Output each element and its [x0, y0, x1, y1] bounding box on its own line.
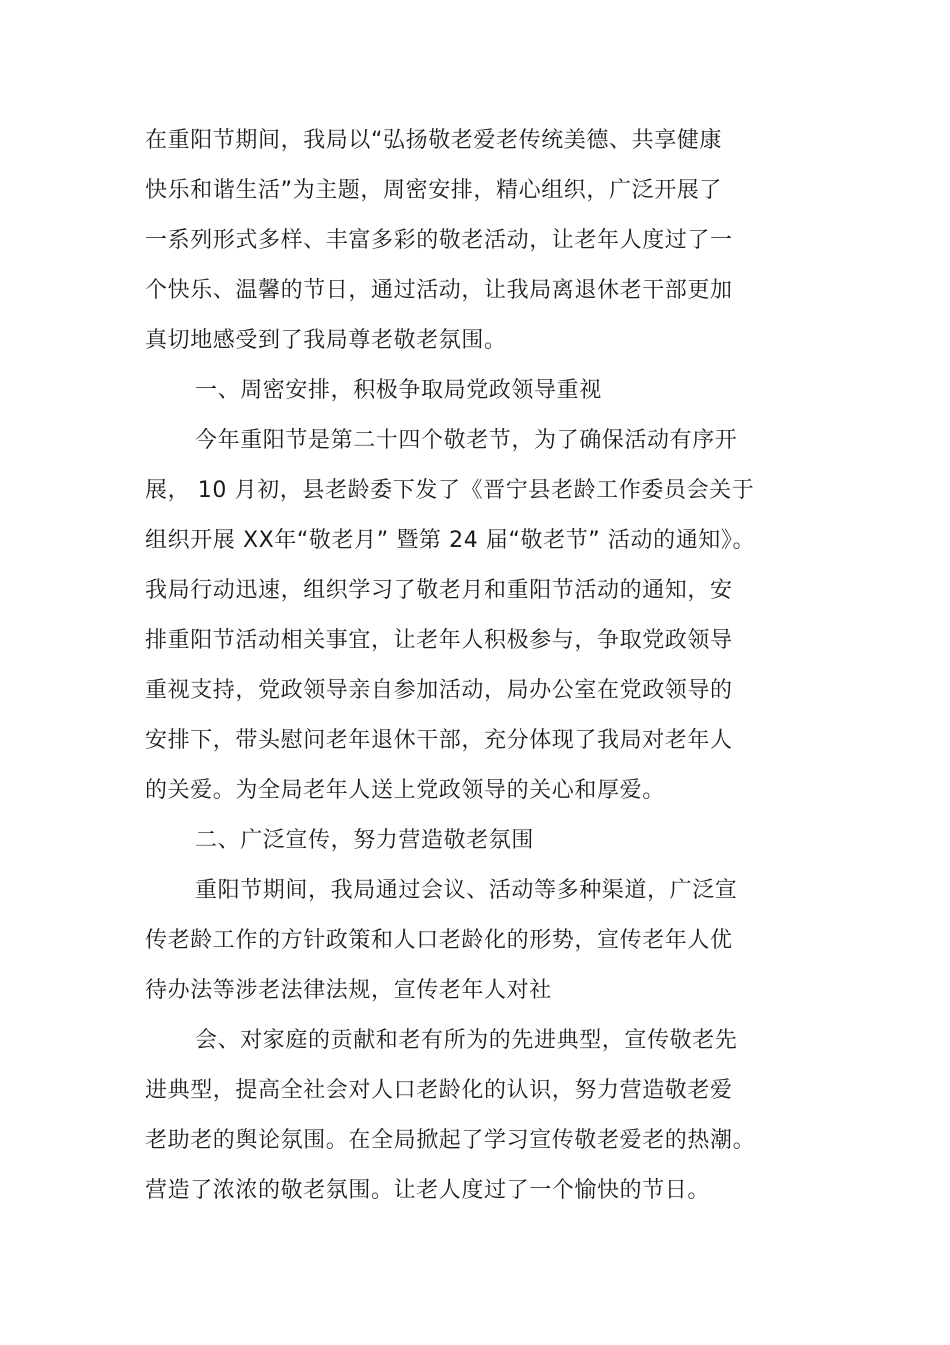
paragraph-line: 待办法等涉老法律法规，宣传老年人对社	[145, 978, 552, 1003]
paragraph-line: 重视支持，党政领导亲自参加活动，局办公室在党政领导的	[145, 678, 733, 703]
paragraph-line: 安排下，带头慰问老年退休干部，充分体现了我局对老年人	[145, 728, 733, 753]
paragraph-line: 排重阳节活动相关事宜，让老年人积极参与，争取党政领导	[145, 628, 733, 653]
paragraph-line: 组织开展 XX年“敬老月” 暨第 24 届“敬老节” 活动的通知》。	[145, 528, 756, 553]
paragraph-line: 传老龄工作的方针政策和人口老龄化的形势，宣传老年人优	[145, 928, 733, 953]
paragraph-line: 在重阳节期间，我局以“弘扬敬老爱老传统美德、共享健康	[145, 128, 722, 153]
paragraph-line: 老助老的舆论氛围。在全局掀起了学习宣传敬老爱老的热潮。	[145, 1128, 756, 1153]
section-heading: 一、周密安排，积极争取局党政领导重视	[195, 378, 602, 403]
paragraph-line: 展， 10 月初，县老龄委下发了《晋宁县老龄工作委员会关于	[145, 478, 755, 503]
paragraph-line: 我局行动迅速，组织学习了敬老月和重阳节活动的通知，安	[145, 578, 733, 603]
paragraph-line: 重阳节期间，我局通过会议、活动等多种渠道，广泛宣	[195, 878, 738, 903]
paragraph-line: 会、对家庭的贡献和老有所为的先进典型，宣传敬老先	[195, 1028, 738, 1053]
paragraph-line: 今年重阳节是第二十四个敬老节，为了确保活动有序开	[195, 428, 738, 453]
paragraph-line: 营造了浓浓的敬老氛围。让老人度过了一个愉快的节日。	[145, 1178, 711, 1203]
paragraph-line: 快乐和谐生活”为主题，周密安排，精心组织，广泛开展了	[145, 178, 722, 203]
paragraph-line: 一系列形式多样、丰富多彩的敬老活动，让老年人度过了一	[145, 228, 733, 253]
paragraph-line: 的关爱。为全局老年人送上党政领导的关心和厚爱。	[145, 778, 665, 803]
paragraph-line: 个快乐、温馨的节日，通过活动，让我局离退休老干部更加	[145, 278, 733, 303]
section-heading: 二、广泛宣传，努力营造敬老氛围	[195, 828, 535, 853]
paragraph-line: 进典型，提高全社会对人口老龄化的认识，努力营造敬老爱	[145, 1078, 733, 1103]
paragraph-line: 真切地感受到了我局尊老敬老氛围。	[145, 328, 507, 353]
